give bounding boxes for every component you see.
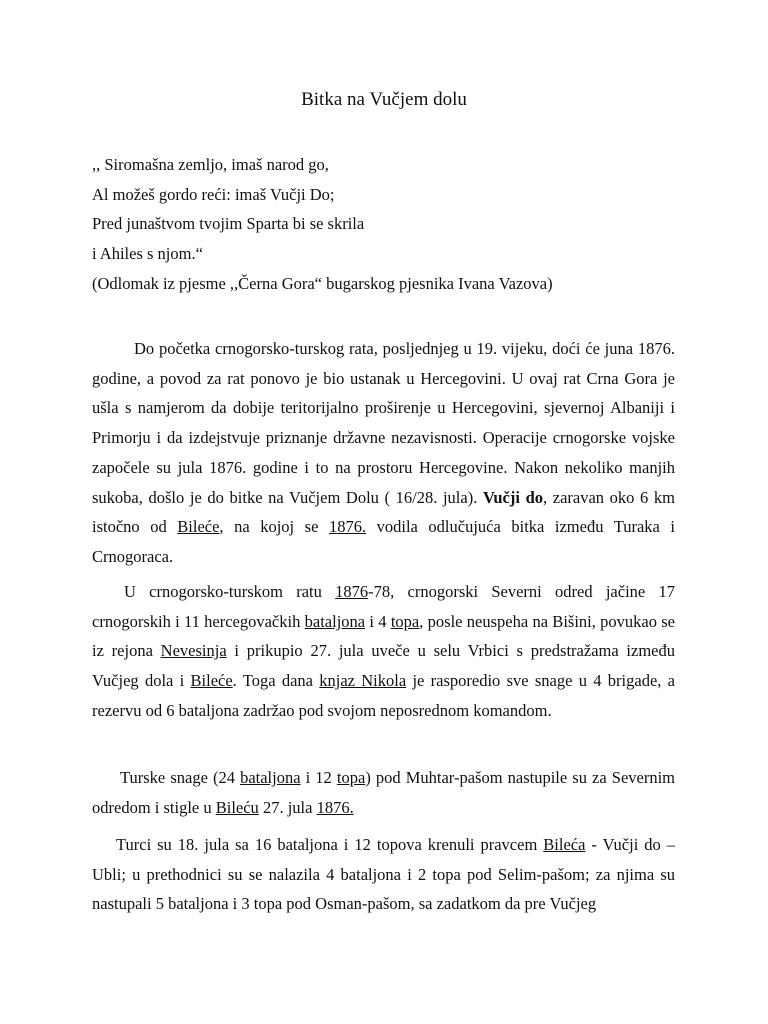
link-topa[interactable]: topa — [390, 611, 420, 631]
link-1876[interactable]: 1876 — [335, 582, 369, 601]
text: - Vučji do – Ubli; u prethodnici su se nalazila 4 bataljona i 2 topa pod Selim-pašom; za njima su nastupali 5 bataljona i 3 topa pod Osman-pašom, sa zadatkom da pre Vučjeg — [92, 835, 675, 914]
text: i prikupio 27. jula uveče u selu Vrbici s predstražama između Vučjeg dola i — [92, 641, 675, 691]
poem-line: Pred junaštvom tvojim Sparta bi se skrila — [92, 214, 365, 234]
text: i 12 — [300, 768, 337, 787]
link-nevesinja[interactable]: Nevesinja — [160, 641, 227, 661]
link-bileca[interactable]: Bileće — [177, 517, 220, 537]
paragraph-1 — [92, 334, 675, 572]
poem-line: ,, Siromašna zemljo, imaš narod go, — [92, 155, 329, 174]
bold-term: Vučji do — [482, 487, 543, 507]
link-bileca[interactable]: Bileće — [190, 671, 233, 691]
link-bileca[interactable]: Bileća — [543, 835, 586, 854]
text: -78, crnogorski Severni odred jačine 17 crnogorskih i 11 hercegovačkih — [92, 582, 675, 631]
text: , posle neuspeha na Bišini, povukao se iz rejona — [92, 611, 676, 661]
paragraph-4 — [92, 830, 675, 919]
text: . Toga dana — [232, 671, 320, 691]
link-bilecu[interactable]: Bileću — [215, 797, 259, 817]
link-1876[interactable]: 1876. — [316, 797, 354, 817]
text: je rasporedio sve snage u 4 brigade, a rezervu od 6 bataljona zadržao pod svojom neposrednom komandom. — [92, 671, 675, 720]
link-topa[interactable]: topa — [336, 768, 366, 787]
text: , zaravan oko 6 km istočno od — [92, 487, 675, 537]
poem-line: i Ahiles s njom.“ — [92, 244, 203, 264]
text: U crnogorsko-turskom ratu — [124, 582, 336, 601]
text: i 4 — [365, 611, 391, 631]
document-title: Bitka na Vučjem dolu — [301, 89, 467, 110]
link-1876[interactable]: 1876. — [328, 517, 367, 537]
link-knjaz-nikola[interactable]: knjaz Nikola — [319, 671, 407, 691]
link-bataljona[interactable]: bataljona — [240, 768, 301, 787]
text: 27. jula — [258, 797, 317, 817]
text: Turci su 18. jula sa 16 bataljona i 12 topova krenuli pravcem — [116, 835, 544, 854]
text: vodila odlučujuća bitka između Turaka i Crnogoraca. — [92, 517, 675, 566]
text: , na kojoj se — [219, 517, 329, 537]
poem-excerpt — [92, 150, 692, 299]
link-bataljona[interactable]: bataljona — [304, 611, 366, 631]
text: ) pod Muhtar-pašom nastupile su za Severnim odredom i stigle u — [92, 768, 675, 817]
text: Do početka crnogorsko-turskog rata, posljednjeg u 19. vijeku, doći će juna 1876. godine, a povod za rat ponovo je bio ustanak u Hercegovini. U ovaj rat Crna Gora je ušla s namjerom da dobije teritorijalno proširenje u Hercegovini, sjevernoj Albaniji i Primorju i da izdejstvuje priznanje državne nezavisnosti. Operacije crnogorske vojske započele su jula 1876. godine i to na prostoru Hercegovine. Nakon nekoliko manjih sukoba, došlo je do bitke na Vučjem Dolu ( 16/28. jula). — [92, 339, 675, 507]
text: Turske snage (24 — [120, 768, 241, 787]
paragraph-2 — [92, 577, 675, 726]
poem-attribution: (Odlomak iz pjesme ,,Černa Gora“ bugarskog pjesnika Ivana Vazova) — [92, 273, 553, 293]
paragraph-3 — [92, 763, 675, 822]
poem-line: Al možeš gordo reći: imaš Vučji Do; — [92, 184, 335, 204]
